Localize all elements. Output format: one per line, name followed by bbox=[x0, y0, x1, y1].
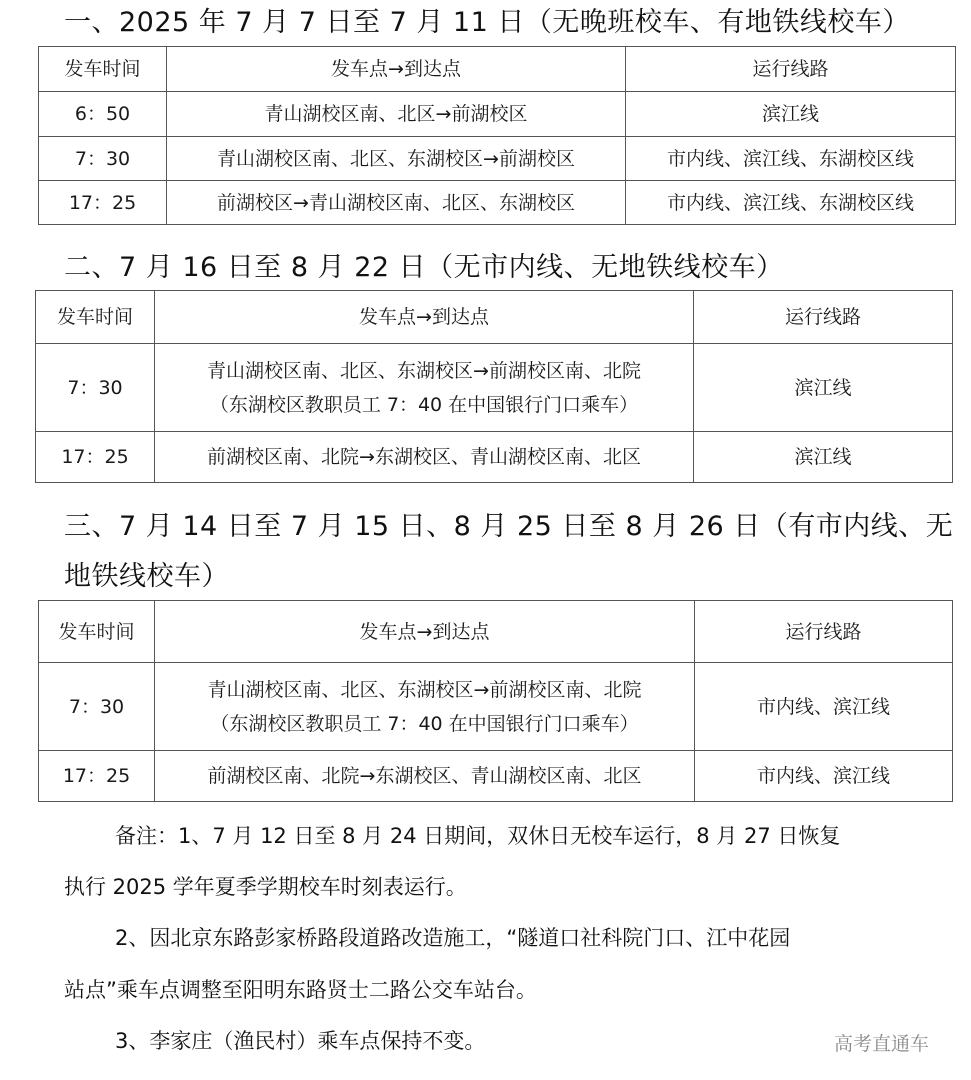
bus-lines: 滨江线 bbox=[694, 432, 953, 483]
column-header-lines: 运行线路 bbox=[626, 47, 956, 92]
schedule-table-3 bbox=[38, 600, 953, 802]
schedule-table-1 bbox=[38, 46, 956, 225]
table-header-row bbox=[39, 601, 953, 663]
schedule-table-2 bbox=[35, 290, 953, 483]
note-1-line-1: 备注：1、7 月 12 日至 8 月 24 日期间，双休日无校车运行，8 月 27 日恢复 bbox=[115, 824, 841, 848]
table-header-row bbox=[36, 291, 953, 344]
route-cell bbox=[155, 344, 694, 432]
bus-lines: 滨江线 bbox=[694, 344, 953, 432]
column-header-route: 发车点→到达点 bbox=[155, 601, 695, 663]
table-row bbox=[39, 92, 956, 137]
note-2-line-2: 站点”乘车点调整至阳明东路贤士二路公交车站台。 bbox=[64, 978, 537, 1002]
departure-time: 7：30 bbox=[36, 344, 155, 432]
table-row bbox=[39, 751, 953, 802]
route-cell: 前湖校区南、北院→东湖校区、青山湖校区南、北区 bbox=[155, 751, 695, 802]
column-header-route: 发车点→到达点 bbox=[167, 47, 626, 92]
route-cell: 青山湖校区南、北区、东湖校区→前湖校区 bbox=[167, 137, 626, 181]
section-2-heading: 二、7 月 16 日至 8 月 22 日（无市内线、无地铁线校车） bbox=[64, 252, 784, 283]
table-row bbox=[39, 663, 953, 751]
bus-lines: 市内线、滨江线 bbox=[695, 663, 953, 751]
route-remark: （东湖校区教职员工 7：40 在中国银行门口乘车） bbox=[210, 712, 639, 735]
table-row bbox=[39, 181, 956, 225]
table-row bbox=[36, 344, 953, 432]
table-row bbox=[39, 137, 956, 181]
departure-time: 7：30 bbox=[39, 137, 167, 181]
column-header-time: 发车时间 bbox=[39, 601, 155, 663]
route-text: 青山湖校区南、北区、东湖校区→前湖校区南、北院 bbox=[207, 678, 642, 701]
note-1-line-2: 执行 2025 学年夏季学期校车时刻表运行。 bbox=[64, 875, 467, 899]
watermark: 高考直通车 bbox=[834, 1033, 930, 1055]
column-header-lines: 运行线路 bbox=[694, 291, 953, 344]
route-text: 青山湖校区南、北区、东湖校区→前湖校区南、北院 bbox=[207, 359, 641, 382]
column-header-time: 发车时间 bbox=[39, 47, 167, 92]
bus-lines: 市内线、滨江线 bbox=[695, 751, 953, 802]
column-header-route: 发车点→到达点 bbox=[155, 291, 694, 344]
note-3: 3、李家庄（渔民村）乘车点保持不变。 bbox=[115, 1029, 486, 1053]
departure-time: 17：25 bbox=[36, 432, 155, 483]
table-row bbox=[36, 432, 953, 483]
column-header-lines: 运行线路 bbox=[695, 601, 953, 663]
route-cell: 前湖校区南、北院→东湖校区、青山湖校区南、北区 bbox=[155, 432, 694, 483]
route-remark: （东湖校区教职员工 7：40 在中国银行门口乘车） bbox=[209, 393, 639, 416]
route-cell: 青山湖校区南、北区→前湖校区 bbox=[167, 92, 626, 137]
bus-lines: 滨江线 bbox=[626, 92, 956, 137]
departure-time: 7：30 bbox=[39, 663, 155, 751]
column-header-time: 发车时间 bbox=[36, 291, 155, 344]
route-cell: 前湖校区→青山湖校区南、北区、东湖校区 bbox=[167, 181, 626, 225]
section-1-heading: 一、2025 年 7 月 7 日至 7 月 11 日（无晚班校车、有地铁线校车） bbox=[64, 7, 910, 38]
departure-time: 6：50 bbox=[39, 92, 167, 137]
table-header-row bbox=[39, 47, 956, 92]
departure-time: 17：25 bbox=[39, 751, 155, 802]
route-cell bbox=[155, 663, 695, 751]
departure-time: 17：25 bbox=[39, 181, 167, 225]
section-3-heading-line1: 三、7 月 14 日至 7 月 15 日、8 月 25 日至 8 月 26 日（有市内线、无 bbox=[64, 511, 954, 542]
bus-lines: 市内线、滨江线、东湖校区线 bbox=[626, 137, 956, 181]
bus-lines: 市内线、滨江线、东湖校区线 bbox=[626, 181, 956, 225]
section-3-heading-line2: 地铁线校车） bbox=[64, 561, 229, 592]
note-2-line-1: 2、因北京东路彭家桥路段道路改造施工，“隧道口社科院门口、江中花园 bbox=[115, 926, 791, 950]
